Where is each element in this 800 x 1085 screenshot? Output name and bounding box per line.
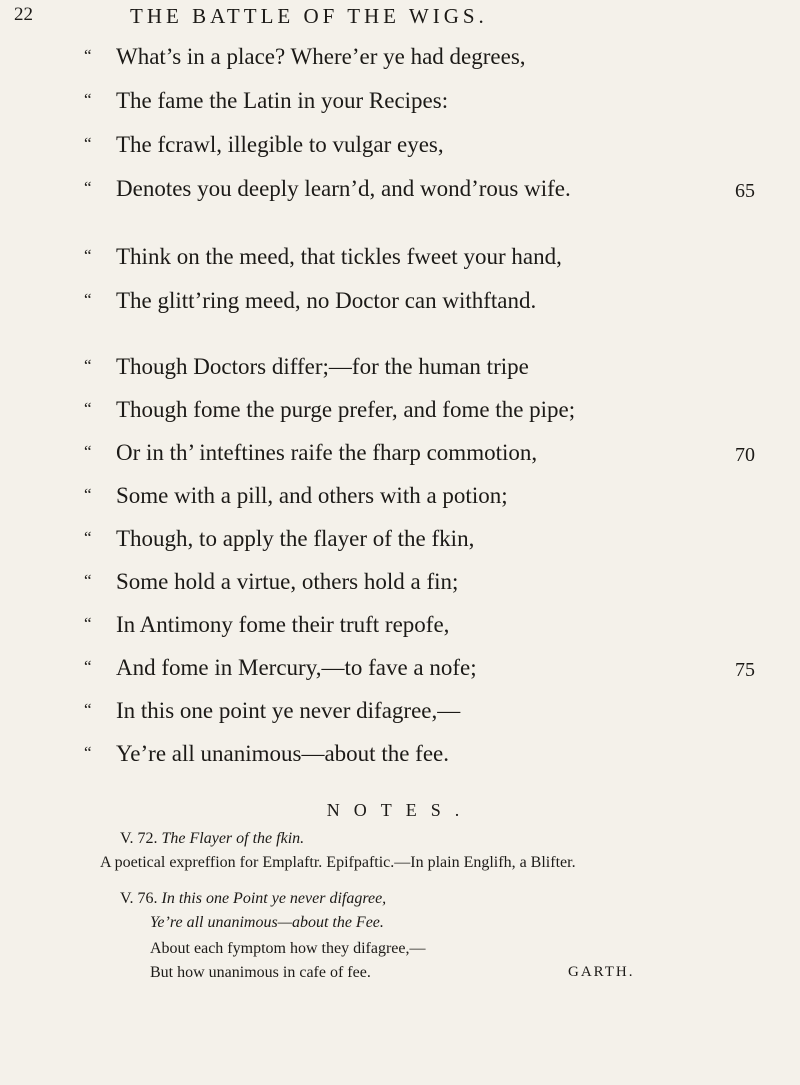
quote-mark: “ — [84, 178, 92, 197]
line-number: 70 — [735, 444, 755, 466]
note-2-line-2: But how unanimous in cafe of fee. — [150, 964, 371, 981]
verse-text: Though, to apply the flayer of the fkin, — [116, 526, 475, 551]
verse-line — [84, 655, 477, 681]
verse-line — [84, 569, 458, 595]
note-2-heading — [120, 890, 386, 908]
quote-mark: “ — [84, 399, 92, 418]
page-header — [0, 4, 800, 38]
verse-text: Though Doctors differ;—for the human tripe — [116, 354, 529, 379]
verse-text: Or in th’ inteftines raife the fharp commotion, — [116, 440, 538, 465]
quote-mark: “ — [84, 290, 92, 309]
note-ref: V. 76. — [120, 890, 158, 907]
quote-mark: “ — [84, 134, 92, 153]
verse-text: And fome in Mercury,—to fave a nofe; — [116, 655, 477, 680]
verse-line — [84, 44, 526, 70]
line-number: 65 — [735, 180, 755, 202]
verse-text: Though fome the purge prefer, and fome the pipe; — [116, 397, 576, 422]
verse-text: In this one point ye never difagree,— — [116, 698, 461, 723]
verse-line — [84, 176, 571, 202]
verse-text: Some with a pill, and others with a potion; — [116, 483, 508, 508]
note-ref: V. 72. — [120, 830, 158, 847]
running-title: THE BATTLE OF THE WIGS. — [130, 4, 488, 28]
page-number: 22 — [14, 4, 33, 25]
quote-mark: “ — [84, 46, 92, 65]
verse-line — [84, 397, 575, 423]
note-lemma: The Flayer of the fkin. — [161, 830, 305, 847]
verse-text: What’s in a place? Where’er ye had degrees, — [116, 44, 526, 69]
note-2-line-1: About each fymptom how they difagree,— — [150, 940, 426, 957]
verse-text: The glitt’ring meed, no Doctor can withftand. — [116, 288, 537, 313]
signature: GARTH. — [568, 964, 635, 980]
note-1-text: A poetical expreffion for Emplaftr. Epifpaftic.—In plain Englifh, a Blifter. — [100, 854, 576, 871]
verse-text: The fcrawl, illegible to vulgar eyes, — [116, 132, 444, 157]
verse-text: Ye’re all unanimous—about the fee. — [116, 741, 449, 766]
verse-line — [84, 741, 449, 767]
verse-line — [84, 526, 474, 552]
verse-line — [84, 612, 449, 638]
verse-text: The fame the Latin in your Recipes: — [116, 88, 449, 113]
note-1-heading — [120, 830, 304, 848]
quote-mark: “ — [84, 528, 92, 547]
verse-text: Think on the meed, that tickles fweet your hand, — [116, 244, 562, 269]
quote-mark: “ — [84, 571, 92, 590]
verse-line — [84, 288, 536, 314]
verse-line — [84, 132, 444, 158]
quote-mark: “ — [84, 356, 92, 375]
verse-line — [84, 244, 562, 270]
quote-mark: “ — [84, 246, 92, 265]
quote-mark: “ — [84, 743, 92, 762]
verse-text: Some hold a virtue, others hold a fin; — [116, 569, 459, 594]
quote-mark: “ — [84, 657, 92, 676]
quote-mark: “ — [84, 614, 92, 633]
note-lemma: In this one Point ye never difagree, — [161, 890, 387, 907]
verse-line — [84, 440, 537, 466]
verse-line — [84, 698, 460, 724]
quote-mark: “ — [84, 700, 92, 719]
quote-mark: “ — [84, 485, 92, 504]
note-2-lemma-2: Ye’re all unanimous—about the Fee. — [150, 914, 384, 931]
quote-mark: “ — [84, 442, 92, 461]
quote-mark: “ — [84, 90, 92, 109]
verse-text: Denotes you deeply learn’d, and wond’rous wife. — [116, 176, 571, 201]
notes-heading: NOTES. — [326, 800, 474, 820]
verse-text: In Antimony fome their truft repofe, — [116, 612, 450, 637]
verse-line — [84, 354, 529, 380]
line-number: 75 — [735, 659, 755, 681]
verse-line — [84, 483, 508, 509]
verse-line — [84, 88, 448, 114]
